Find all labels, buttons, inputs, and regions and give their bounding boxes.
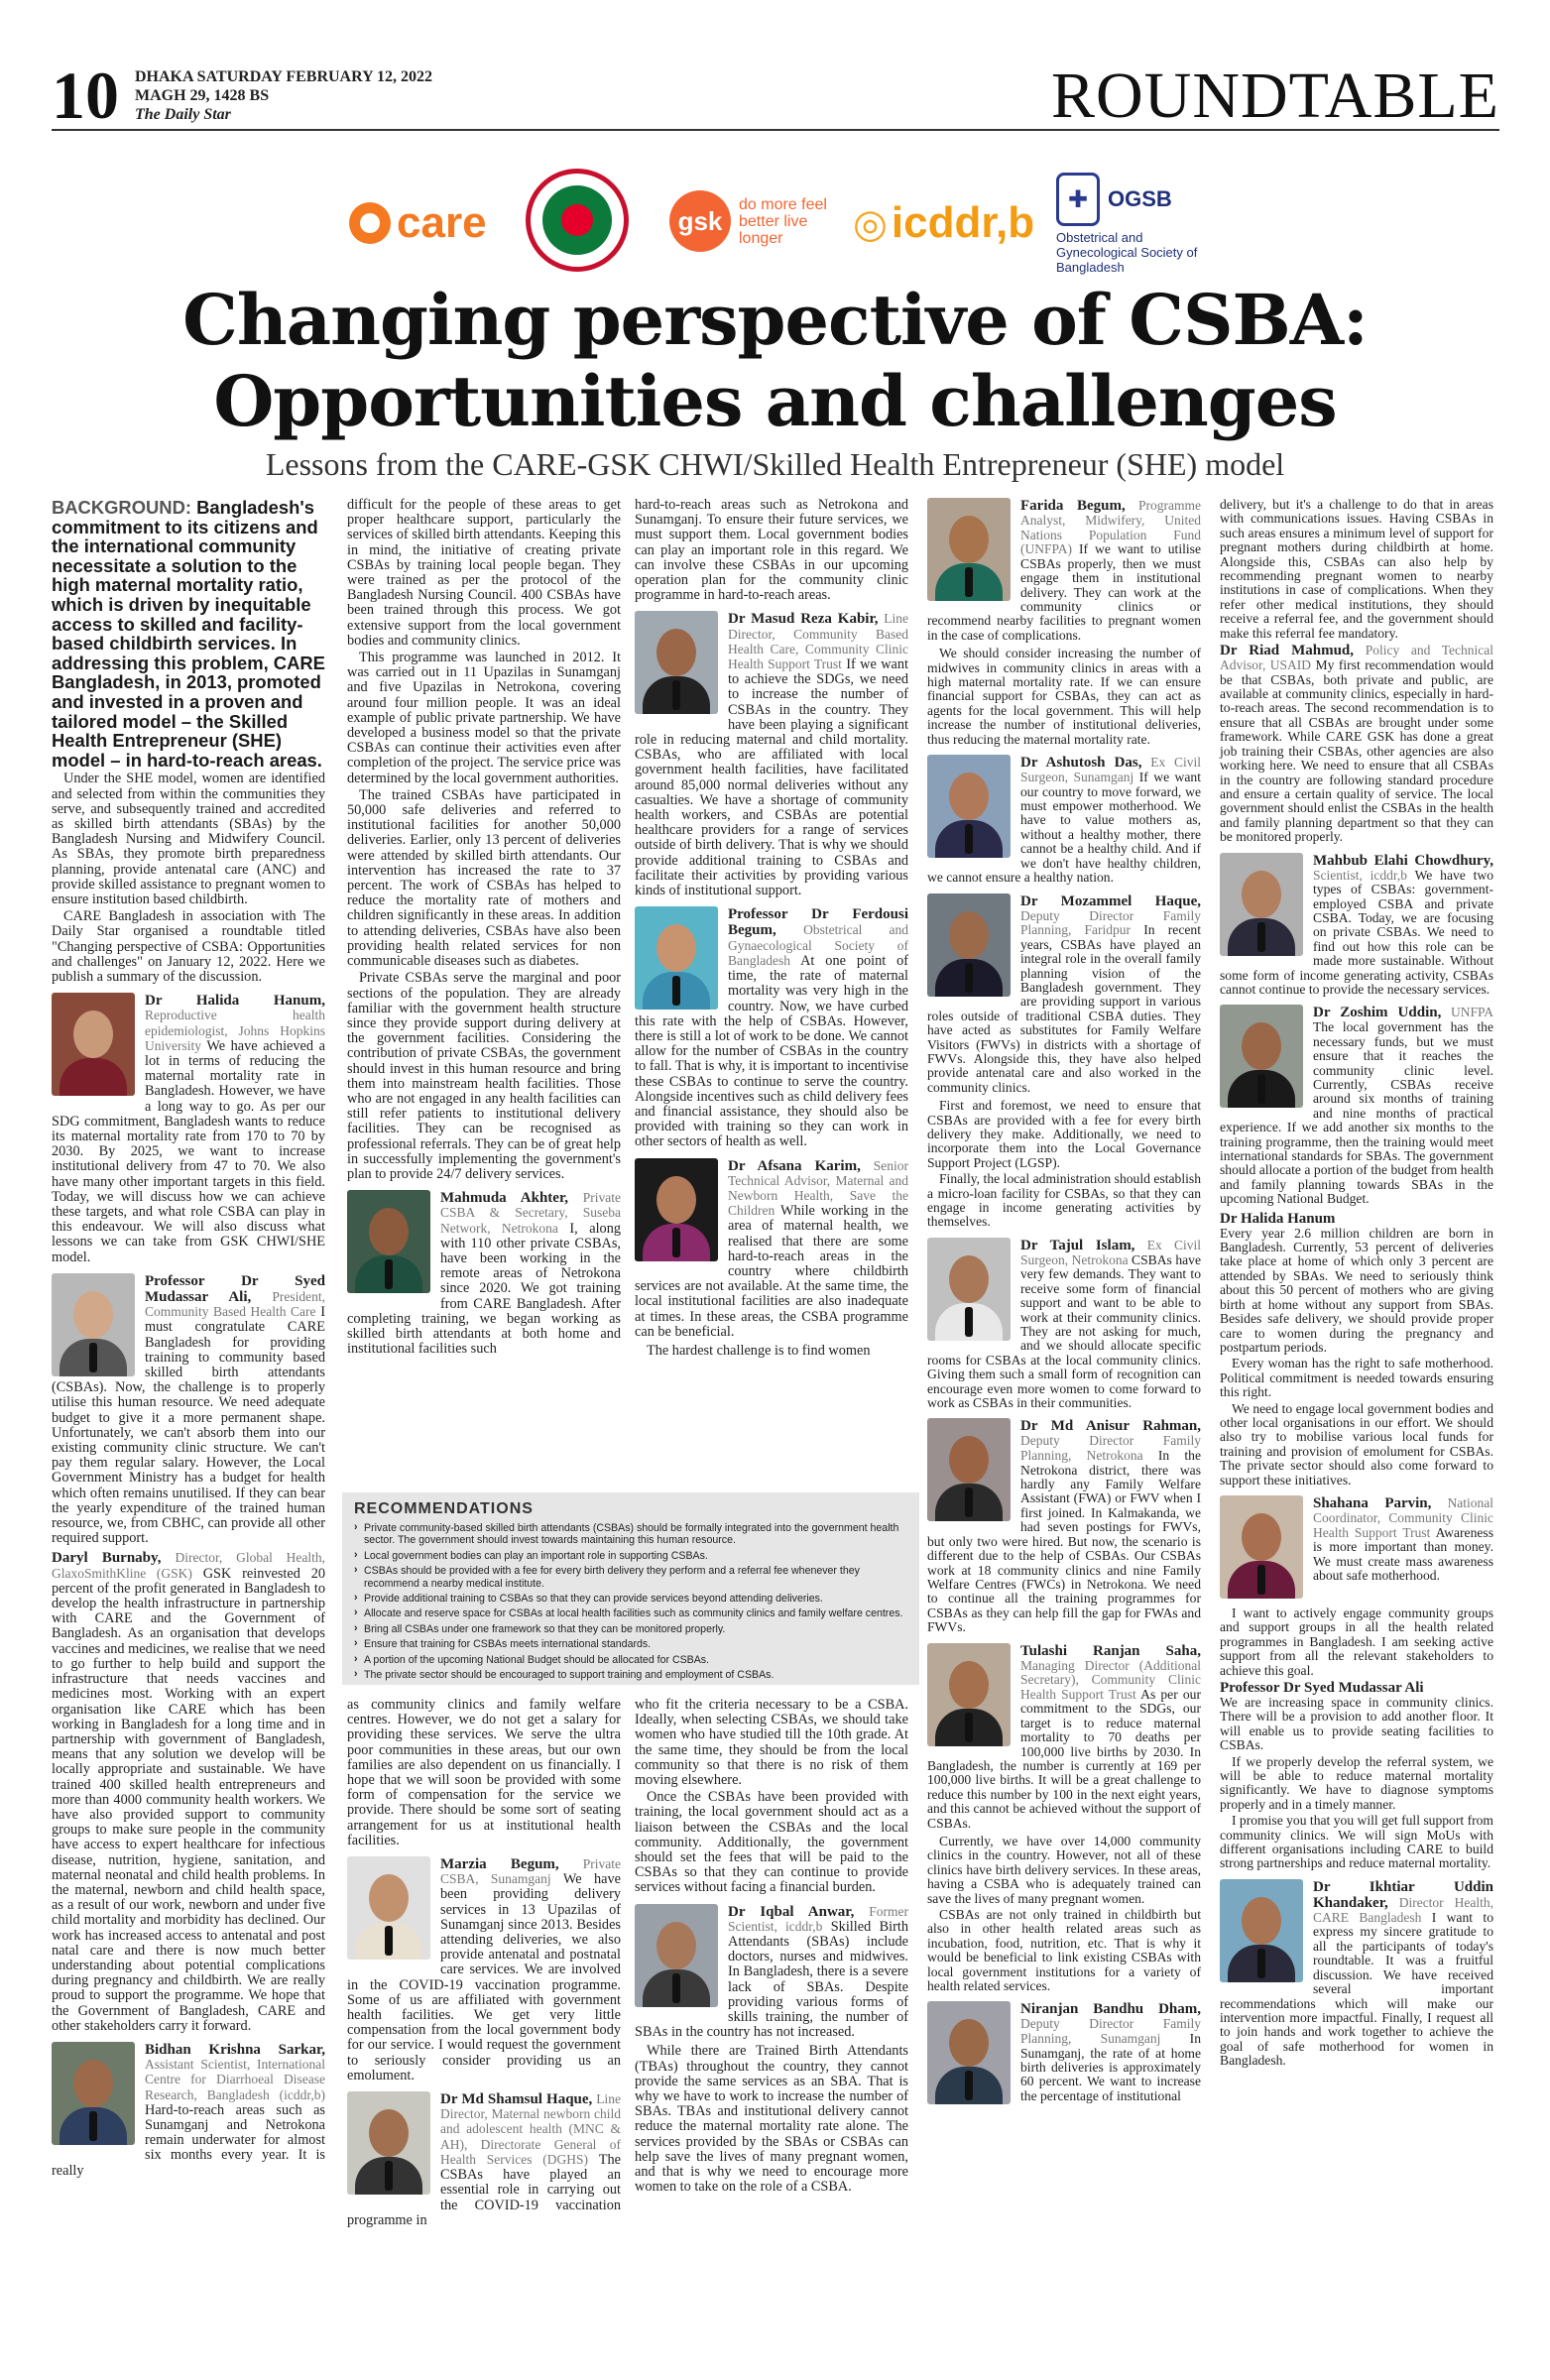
column-5 — [1220, 498, 1493, 2073]
column-4 — [927, 498, 1201, 2112]
recommendation-item: › CSBAs should be provided with a fee for every birth delivery they perform and a referral fee whenever they recommend a nearby medical institute. — [354, 1565, 907, 1590]
speaker-photo — [1220, 1879, 1303, 1982]
speaker-photo — [927, 1238, 1011, 1341]
government-seal-icon — [542, 185, 612, 255]
speaker-photo — [927, 1418, 1011, 1521]
recommendation-item: › Allocate and reserve space for CSBAs at local health facilities such as community clinics and family welfare centres. — [354, 1607, 907, 1619]
speaker-photo — [52, 993, 135, 1096]
speaker-photo — [927, 755, 1011, 858]
headline-line-1: Changing perspective of CSBA: — [182, 279, 1368, 361]
speaker-photo — [52, 1273, 135, 1376]
speaker-photo — [927, 2001, 1011, 2104]
recommendation-item: › Provide additional training to CSBAs so that they can provide services beyond attending deliveries. — [354, 1593, 907, 1605]
paragraph: hard-to-reach areas such as Netrokona and Sunamganj. To ensure their future services, we must support them. Local government bodies can play an important role in this regard. We can involve these CSBAs in our upcoming operation plan for the community clinic programme in hard-to-reach areas. — [635, 497, 908, 604]
paragraph: Finally, the local administration should establish a micro-loan facility for CSBAs, so that they can engage in income generating activities by themselves. — [927, 1171, 1201, 1230]
recommendation-item: › A portion of the upcoming National Budget should be allocated for CSBAs. — [354, 1654, 907, 1666]
paragraph: Once the CSBAs have been provided with training, the local government should act as a liaison between the CSBAs and the local community. Additionally, the government should set the fees that will be paid to the CSBAs so that they can continue to provide services without facing a financial burden. — [635, 1789, 908, 1896]
headline — [0, 280, 1550, 442]
speaker-afsana-karim: Dr Afsana Karim, Senior Technical Advisor, Maternal and Newborn Health, Save the Children While working in the area of maternal health, we realised that there are some hard-to-reach areas in the country where childbirth services are not available. At the same time, the local institutional facilities are also inadequate at times. In these areas, the CSBA programme can be beneficial. — [635, 1157, 908, 1340]
speaker-halida-hanum-closing: Dr Halida Hanum Every year 2.6 million children are born in Bangladesh. Currently, 53 percent of deliveries take place at home of which only 3 percent are attended by SBAs. We need to seriously think about this 50 percent of mothers who are giving birth at home without any support from SBAs. Besides safe delivery, we should provide proper care to women during the pregnancy and postpartum periods. — [1220, 1210, 1493, 1355]
speaker-photo — [635, 1158, 718, 1261]
speaker-mudassar-ali: Professor Dr Syed Mudassar Ali, President, Community Based Health Care I must congratulate CARE Bangladesh for providing training to community based skilled birth attendants (CSBAs). Now, the challenge is to properly utilise this human resource. We need adequate budget to give it a more permanent shape. Unfortunately, we can't absorb them into our existing community clinic structure. We can't pay them regular salary. However, the Local Government Ministry has a budget for health which often remains unutilised. If they can bear the yearly expenditure of the trained human resource, we, from CBHC, can provide all other required support. — [52, 1272, 325, 1547]
care-sun-icon — [349, 202, 391, 244]
speaker-photo — [635, 906, 718, 1010]
paper-name: The Daily Star — [135, 106, 231, 123]
icddrb-mark-icon: ◎ — [853, 200, 888, 246]
recommendation-item: › Bring all CSBAs under one framework so that they can be monitored properly. — [354, 1623, 907, 1635]
paragraph: CSBAs are not only trained in childbirth but also in other health related areas such as incubation, food, nutrition, etc. That is why it would be beneficial to link existing CSBAs with local government institutions for a variety of health related services. — [927, 1907, 1201, 1994]
speaker-photo — [927, 1643, 1011, 1746]
speaker-photo — [635, 611, 718, 714]
paragraph: difficult for the people of these areas to get proper healthcare support, particularly the services of skilled birth attendants. Keeping this in mind, the initiative of creating private CSBAs by training local people began. They were trained as per the protocol of the Bangladesh Nursing Council. 400 CSBAs have been trained through this process. We got extensive support from the local government bodies and community clinics. — [347, 497, 621, 649]
gsk-tagline: do more feel better live longer — [739, 195, 827, 247]
sponsor-logos — [337, 169, 1230, 278]
section-title: ROUNDTABLE — [1050, 60, 1499, 132]
subheadline: Lessons from the CARE-GSK CHWI/Skilled Health Entrepreneur (SHE) model — [265, 446, 1285, 482]
icddrb-logo: ◎ icddr,b — [853, 198, 1035, 247]
speaker-ashutosh-das: Dr Ashutosh Das, Ex Civil Surgeon, Sunamganj If we want our country to move forward, we must empower motherhood. We have to value mothers as, without a healthy mother, there cannot be a healthy child. And if we don't have healthy children, we cannot ensure a healthy nation. — [927, 755, 1201, 886]
paragraph: delivery, but it's a challenge to do that in areas with communications issues. Having CSBAs in such areas ensures a minimum level of support for pregnant mothers during childbirth at home. Alongside this, CSBAs can also help by recommending pregnant women to nearby institutions in case of complications. When they refer other medical institutions, they should receive a referral fee, and the government should make this referral fee mandatory. — [1220, 497, 1493, 641]
recommendation-item: › Private community-based skilled birth attendants (CSBAs) should be formally integrated into the government health sector. The government should invest towards maintaining this human resource. — [354, 1522, 907, 1547]
speaker-masud-reza-kabir: Dr Masud Reza Kabir, Line Director, Community Based Health Care, Community Clinic Health Support Trust If we want to achieve the SDGs, we need to increase the number of CSBAs in the country. They have been playing a significant role in reducing maternal and child mortality. CSBAs, who are affiliated with local government health facilities, have facilitated around 85,000 normal deliveries without any casualties. We have a shortage of community health workers, and CSBAs are potential healthcare providers for a range of services outside of birth delivery. That is why we should provide additional training to CSBAs and facilitate their activities by providing various kinds of institutional support. — [635, 611, 908, 899]
paragraph: If we properly develop the referral system, we will be able to reduce maternal mortality significantly. We have to diagnose symptoms properly and in a timely manner. — [1220, 1753, 1493, 1812]
speaker-photo — [347, 2091, 430, 2195]
paragraph: CARE Bangladesh in association with The Daily Star organised a roundtable titled "Changing perspective of CSBA: Opportunities and challenges" on January 12, 2022. Here we publish a summary of the discussion. — [52, 908, 325, 985]
speaker-shahana-parvin: Shahana Parvin, National Coordinator, Community Clinic Health Support Trust Awareness is more important than money. We must create mass awareness about safe motherhood. — [1220, 1495, 1493, 1603]
speaker-mozammel-haque: Dr Mozammel Haque, Deputy Director Family Planning, Faridpur In recent years, CSBAs have played an integral role in the overall family planning vision of the Bangladesh government. They are providing support in various roles outside of traditional CSBA duties. They have acted as substitutes for Family Welfare Visitors (FWVs) in districts with a shortage of FWVs. Alongside this, they have also helped provide antenatal care and also worked in the community clinics. — [927, 892, 1201, 1095]
paragraph: While there are Trained Birth Attendants (TBAs) throughout the country, they cannot provide the same services as an SBA. That is why we have to work to increase the number of SBAs. TBAs and institutional delivery cannot reduce the maternal mortality rate alone. The services provided by the SBAs or CSBAs can help save the lives of many pregnant women, and that is why we need to encourage more women to take on the role of a CSBA. — [635, 2043, 908, 2196]
date: DHAKA SATURDAY FEBRUARY 12, 2022 — [135, 68, 433, 85]
paragraph: The trained CSBAs have participated in 50,000 safe deliveries and referred to institutional facilities for another 50,000 deliveries. Earlier, only 13 percent of deliveries were attended by skilled birth attendants. Our intervention has increased the rate to 37 percent. The work of CSBAs has helped to reduce the mortality rate of mothers and children significantly in these areas. In addition to attending deliveries, CSBAs have also been providing health related services for non communicable diseases such as diabetes. — [347, 786, 621, 970]
column-2-lower — [347, 1698, 621, 2232]
recommendations-list — [354, 1522, 907, 1681]
speaker-daryl-burnaby: Daryl Burnaby, Director, Global Health, GlaxoSmithKline (GSK) GSK reinvested 20 percent of the profit generated in Bangladesh to develop the health infrastructure in partnership with CARE and the Government of Bangladesh. As an organisation that develops vaccines and medicines, we realise that we need to go further to help build and support the infrastructure that needs vaccines and medicines most. Working with an expert organisation like CARE which has been working in Bangladesh for a long time and in partnership with government of Bangladesh, means that any solution we develop will be locally appropriate and sustainable. We have trained 400 skilled health entrepreneurs and more than 4000 community health workers. We have also provided support to community groups to make sure people in the community have access to expert healthcare for infectious disease, nutrition, hygiene, sanitation, and maternal neonatal and child health problems. In the maternal, newborn and child health space, as a result of our work, newborn and under five child mortality and morbidity has declined. Our work has increased access to antenatal and post natal care and there is now much better understanding about potential complications during pregnancy and childbirth. We are really proud to support the programme. We hope that the Government of Bangladesh, CARE and other stakeholders carry it forward. — [52, 1550, 325, 2034]
speaker-iqbal-anwar: Dr Iqbal Anwar, Former Scientist, icddr,b Skilled Birth Attendants (SBAs) include doctors, nurses and midwives. In Bangladesh, there is a severe lack of SBAs. Despite providing various forms of skills training, the number of SBAs in the country has not increased. — [635, 1903, 908, 2041]
speaker-photo — [635, 1904, 718, 2007]
gsk-logo: gsk do more feel better live longer — [669, 190, 828, 252]
column-3-lower — [635, 1698, 908, 2198]
speaker-marzia-begum: Marzia Begum, Private CSBA, Sunamganj We have been providing delivery services in 13 Upazilas of Sunamganj since 2013. Besides attending deliveries, we also provide antenatal and postnatal care services. We are involved in the COVID-19 vaccination programme. Some of us are affiliated with government health facilities. We get very little compensation from the local government body for our service. I would request the government to seriously consider providing us an emolument. — [347, 1856, 621, 2083]
speaker-photo — [927, 893, 1011, 997]
speaker-ikhtiar-khandaker: Dr Ikhtiar Uddin Khandaker, Director Health, CARE Bangladesh I want to express my sincere gratitude to all the participants of today's roundtable. It was a fruitful discussion. We have received several important recommendations which will make our intervention more impactful. Finally, I request all to join hands and work together to achieve the goal of safe motherhood for women in Bangladesh. — [1220, 1878, 1493, 2069]
recommendation-item: › The private sector should be encouraged to support training and employment of CSBAs. — [354, 1669, 907, 1681]
speaker-riad-mahmud: Dr Riad Mahmud, Policy and Technical Advisor, USAID My first recommendation would be that CSBAs, both private and public, are available at community clinics, especially in hard-to-reach areas. The second recommendation is to ensure that all CSBAs are brought under some framework. While CARE GSK has done a great job training their CSBAs, other agencies are also working here. We need to ensure that all CSBAs in the country are following standard procedure and ensure a certain quality of service. The local government should enlist the CSBAs in the health and family planning department so that they can be monitored properly. — [1220, 643, 1494, 845]
masthead — [52, 58, 1499, 133]
speaker-photo — [52, 2042, 135, 2145]
recommendations-title: RECOMMENDATIONS — [354, 1500, 534, 1517]
speaker-photo — [1220, 1005, 1303, 1108]
intro: BACKGROUND: Bangladesh's commitment to its citizens and the international community necessitate a solution to the high maternal mortality ratio, which is driven by inequitable access to skilled and facility-based childbirth services. In addressing this problem, CARE Bangladesh, in 2013, promoted and invested in a proven and tailored model – the Skilled Health Entrepreneur (SHE) model – in hard-to-reach areas. — [52, 497, 325, 771]
speaker-photo — [1220, 1495, 1303, 1599]
recommendation-item: › Local government bodies can play an important role in supporting CSBAs. — [354, 1550, 907, 1562]
paragraph: The hardest challenge is to find women — [647, 1342, 871, 1359]
ogsb-logo: ✚ OGSB Obstetrical and Gynecological Society of Bangladesh — [1056, 173, 1225, 275]
paragraph: I want to actively engage community groups and support groups in all the health related programmes in Bangladesh. I am seeking active support from all the relevant stakeholders to achieve this goal. — [1220, 1605, 1493, 1678]
speaker-photo — [347, 1190, 430, 1293]
speaker-halida-hanum: Dr Halida Hanum, Reproductive health epidemiologist, Johns Hopkins University We have achieved a lot in terms of reducing the maternal mortality rate in Bangladesh. However, we have a long way to go. As per our SDG commitment, Bangladesh wants to reduce its maternal mortality rate from 170 to 70 by 2030. By 2025, we want to increase institutional delivery from 47 to 70. We also have many other important targets in this field. Today, we will discuss how we can achieve these targets, and what role CSBA can play in this endeavour. We will also discuss what lessons we can take from GSK CHWI/SHE model. — [52, 993, 325, 1265]
column-2 — [347, 498, 621, 1361]
speaker-photo — [347, 1856, 430, 1960]
speaker-shamsul-haque: Dr Md Shamsul Haque, Line Director, Maternal newborn child and adolescent health (MNC & AH), Directorate General of Health Services (DGHS) The CSBAs have played an essential role in carrying out the COVID-19 vaccination programme in — [347, 2091, 621, 2228]
headline-line-2: Opportunities and challenges — [213, 360, 1337, 442]
paragraph: Private CSBAs serve the marginal and poor sections of the population. They are already familiar with the government health structure since they provide support during delivery at the government facilities. Considering the contribution of private CSBAs, the government should invest in this human resource and bring them into mainstream health facilities. Those who are not engaged in any health facilities can still refer patients to institutional delivery facilities. They can be recognised as professional referrals. They can be of great help in successfully implementing the government's plan to provide 24/7 delivery services. — [347, 970, 621, 1182]
paragraph: This programme was launched in 2012. It was carried out in 11 Upazilas in Sunamganj and five Upazilas in Netrokona, covering around four million people. It was an ideal example of public private partnership. We have developed a business model so that the private CSBAs can continue their activities even after completion of the project. The service price was determined by the local government authorities. — [347, 650, 621, 786]
speaker-anisur-rahman: Dr Md Anisur Rahman, Deputy Director Family Planning, Netrokona In the Netrokona district, there was hardly any Family Welfare Assistant (FWA) or FWV when I first joined. In Kalmakanda, we had seven postings for FWVs, but only two were hired. But now, the scenario is different due to the help of CSBAs. Our CSBAs work at 18 community clinics and nine Family Welfare Centres (FWCs) in Netrokona. We need to continue all the training programmes for CSBAs as they can help fill the gap for FWAs and FWVs. — [927, 1418, 1201, 1635]
paragraph: We need to engage local government bodies and other local organisations in our effort. We should also try to mobilise various local funds for training and provision of emolument for CSBAs. The private sector should also come forward to support these initiatives. — [1220, 1400, 1493, 1488]
paragraph: We should consider increasing the number of midwives in community clinics in areas with a high maternal mortality rate. If we can ensure financial support for CSBAs, they can act as agents for the local government. This will help increase the number of institutional deliveries, thus reducing the maternal mortality rate. — [927, 646, 1201, 747]
speaker-farida-begum: Farida Begum, Programme Analyst, Midwifery, United Nations Population Fund (UNFPA) If we want to utilise CSBAs properly, then we must engage them in institutional delivery. They can work at the community clinics or recommend nearby facilities to pregnant women in the case of complications. — [927, 498, 1201, 643]
speaker-ferdousi-begum: Professor Dr Ferdousi Begum, Obstetrical and Gynaecological Society of Bangladesh At one point of time, the rate of maternal mortality was very high in the country. Now, we have curbed this rate with the help of CSBAs. However, there is still a lot of work to be done. We cannot allow for the number of CSBAs in the country to fall. That is why, it is important to incentivise these CSBAs to continue to serve the country. Alongside incentives such as child delivery fees and financial assistance, they should also be provided with training so they can work in other sectors of health as well. — [635, 906, 908, 1150]
speaker-photo — [927, 498, 1011, 601]
speaker-photo — [1220, 853, 1303, 956]
recommendation-item: › Ensure that training for CSBAs meets international standards. — [354, 1638, 907, 1650]
paragraph: who fit the criteria necessary to be a CSBA. Ideally, when selecting CSBAs, we should take women who have studied till the 10th grade. At the same time, they should be from the local community so that there is no risk of them moving elsewhere. — [635, 1697, 908, 1789]
speaker-zoshim-uddin: Dr Zoshim Uddin, UNFPA The local government has the necessary funds, but we must ensure that it reaches the community clinic level. Currently, CSBAs receive around six months of training and nine months of practical experience. If we add another six months to the training programme, then the training would meet international standards for SBAs. The government should allocate a portion of the budget from health and family planning towards SBAs in the upcoming National Budget. — [1220, 1005, 1493, 1207]
page-number: 10 — [52, 58, 119, 133]
bengali-date: MAGH 29, 1428 BS — [135, 87, 270, 104]
government-seal-logo — [526, 169, 629, 272]
column-3 — [635, 498, 908, 1361]
speaker-tajul-islam: Dr Tajul Islam, Ex Civil Surgeon, Netrokona CSBAs have very few demands. They want to receive some form of financial support and want to be able to work at their community clinics. They are not asking for much, and we should allocate specific rooms for CSBAs at the local community clinics. Giving them such a small form of recognition can encourage even more women to come forward to work as CSBAs in their communities. — [927, 1237, 1201, 1411]
speaker-niranjan-dham: Niranjan Bandhu Dham, Deputy Director Family Planning, Sunamganj In Sunamganj, the rate of at home birth deliveries is approximately 60 percent. We want to increase the percentage of institutional — [927, 2001, 1201, 2108]
paragraph: Under the SHE model, women are identified and selected from within the communities they serve, and subsequently trained and accredited as skilled birth attendants (SBAs) by the Bangladesh Nursing and Midwifery Council. As SBAs, they promote birth preparedness planning, provide antenatal care (ANC) and provide skilled assistance to pregnant women to ensure institution based childbirth. — [52, 771, 325, 907]
ogsb-emblem-icon: ✚ — [1056, 173, 1100, 226]
recommendations-box — [342, 1492, 919, 1685]
paragraph: First and foremost, we need to ensure that CSBAs are provided with a fee for every birth delivery they make. Additionally, we need to incorporate them into the Local Governance Support Project (LGSP). — [927, 1098, 1201, 1170]
paragraph: Currently, we have over 14,000 community clinics in the country. However, not all of these clinics have birth delivery services. In these areas, having a CSBA who is adequately trained can save the lives of many pregnant women. — [927, 1833, 1201, 1906]
column-1 — [52, 498, 325, 2183]
paragraph: Every woman has the right to safe motherhood. Political commitment is needed towards ensuring this right. — [1220, 1356, 1493, 1400]
speaker-bidhan-sarkar: Bidhan Krishna Sarkar, Assistant Scientist, International Centre for Diarrhoeal Disease Research, Bangladesh (icddr,b) Hard-to-reach areas such as Sunamganj and Netrokona remain underwater for almost six months every year. It is really — [52, 2041, 325, 2179]
care-logo: care — [349, 198, 487, 248]
speaker-tulashi-saha: Tulashi Ranjan Saha, Managing Director (Additional Secretary), Community Clinic Health Support Trust As per our commitment to the SDGs, our target is to reduce maternal mortality to 70 deaths per 100,000 live births by 2030. In Bangladesh, the number is currently at 169 per 100,000 live births. It will be a great challenge to reduce this number by 100 in the next eight years, and this cannot be achieved without the support of CSBAs. — [927, 1642, 1201, 1831]
dateline — [135, 67, 432, 124]
speaker-mudassar-ali-closing: Professor Dr Syed Mudassar Ali We are increasing space in community clinics. There will be a provision to add another floor. It will enable us to provide seating facilities to CSBAs. — [1220, 1680, 1493, 1753]
speaker-mahbub-chowdhury: Mahbub Elahi Chowdhury, Scientist, icddr,b We have two types of CSBAs: government-employed CSBA and private CSBA. Today, we are focusing on private CSBAs. We need to find out how this role can be made more sustainable. Without some form of income generating activity, CSBAs cannot continue to provide the necessary services. — [1220, 852, 1493, 997]
speaker-mahmuda-akhter: Mahmuda Akhter, Private CSBA & Secretary, Suseba Network, Netrokona I, along with 110 other private CSBAs, have been working in the remote areas of Netrokona since 2020. We got training from CARE Bangladesh. After completing training, we began working as skilled birth attendants at both home and institutional facilities such — [347, 1190, 621, 1358]
paragraph: as community clinics and family welfare centres. However, we do not get a salary for providing these services. We serve the ultra poor communities in these areas, but our own families are also dependent on us financially. I hope that we will soon be provided with some form of compensation for the service we provide. There should be some sort of seating arrangement for us at institutional health facilities. — [347, 1697, 621, 1848]
paragraph: I promise you that you will get full support from community clinics. We will sign MoUs with different organisations including CARE to build strong partnerships and reduce maternal mortality. — [1220, 1813, 1493, 1871]
